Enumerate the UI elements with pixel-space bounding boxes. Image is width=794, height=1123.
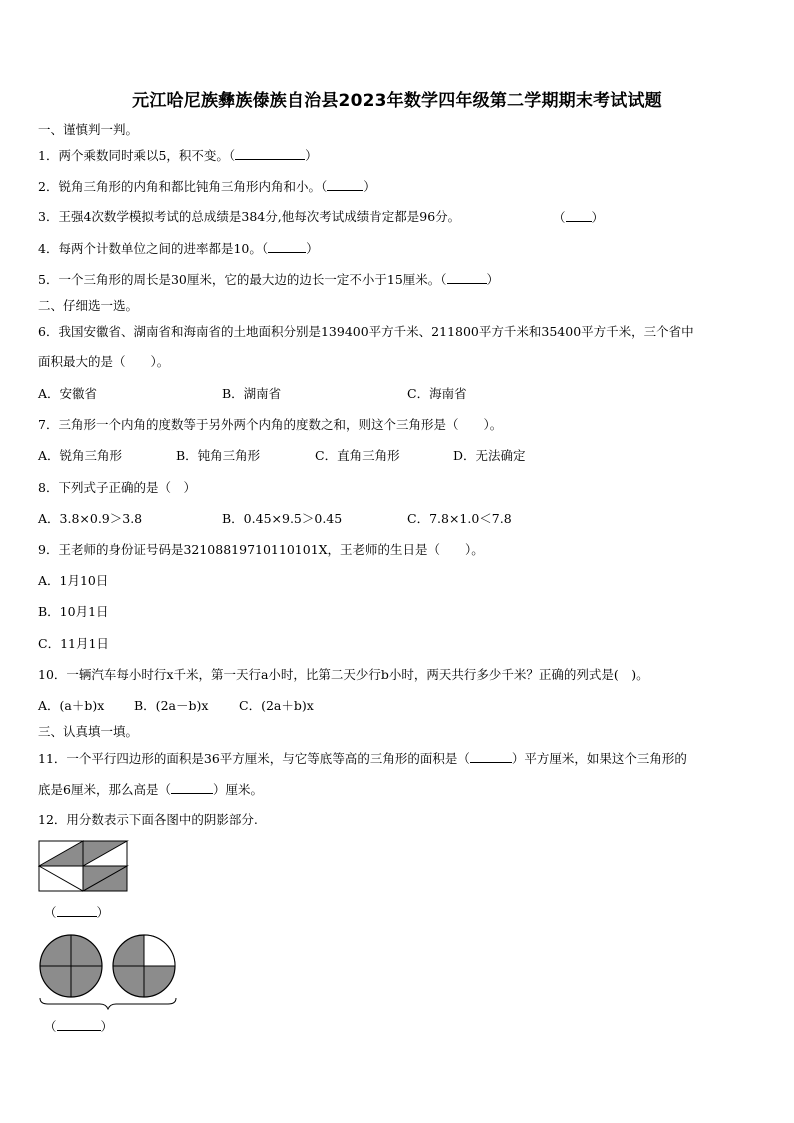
paren-close: ）: [306, 241, 319, 256]
question-11-line-1: [38, 750, 687, 767]
paren-close: ）: [363, 179, 376, 194]
question-3-text: 3．王强4次数学模拟考试的总成绩是384分,他每次考试成绩肯定都是96分。: [38, 209, 461, 224]
question-11-line-2: [38, 781, 263, 798]
question-4: [38, 240, 319, 257]
section-heading-2: 二、仔细选一选。: [38, 298, 139, 313]
question-5: [38, 271, 499, 288]
answer-blank[interactable]: [447, 271, 487, 284]
question-6-option-c[interactable]: C．海南省: [407, 386, 467, 401]
paren-close: ）: [100, 1019, 114, 1034]
figure-2-answer: [44, 1018, 113, 1035]
paren-close: ）: [305, 148, 318, 163]
figure-1-answer: [44, 904, 109, 921]
question-3-answer: [553, 209, 604, 226]
paren-open: （: [44, 1019, 57, 1034]
question-1-text: 1．两个乘数同时乘以5，积不变。（: [38, 148, 236, 163]
question-9-option-b[interactable]: B．10月1日: [38, 604, 109, 619]
answer-blank[interactable]: [57, 1018, 101, 1031]
question-9: 9．王老师的身份证号码是32108819710110101X，王老师的生日是（ ）。: [38, 542, 484, 557]
paren-open: （: [553, 210, 566, 225]
question-2: [38, 178, 376, 195]
question-6-line-1: 6．我国安徽省、湖南省和海南省的土地面积分别是139400平方千米、211800平方千米和35400平方千米，三个省中: [38, 324, 694, 339]
question-9-option-c[interactable]: C．11月1日: [38, 636, 109, 651]
paren-close: ）: [486, 272, 500, 287]
shaded-circles-figure: [36, 934, 180, 1010]
page-title: 元江哈尼族彝族傣族自治县2023年数学四年级第二学期期末考试试题: [132, 91, 662, 111]
section-heading-1: 一、谨慎判一判。: [38, 122, 139, 137]
question-11-text-b: ）平方厘米，如果这个三角形的: [511, 751, 687, 766]
paren-close: ）: [96, 905, 110, 920]
question-7-option-a[interactable]: A．锐角三角形: [38, 448, 123, 463]
question-8: 8．下列式子正确的是（ ）: [38, 480, 196, 495]
question-6-option-a[interactable]: A．安徽省: [38, 386, 98, 401]
question-6-line-2: 面积最大的是（ ）。: [38, 354, 170, 369]
question-11-text-a: 11．一个平行四边形的面积是36平方厘米，与它等底等高的三角形的面积是（: [38, 751, 470, 766]
answer-blank[interactable]: [268, 240, 306, 253]
question-11-text-c: 底是6厘米，那么高是（: [38, 782, 171, 797]
question-1: [38, 147, 318, 164]
section-heading-3: 三、认真填一填。: [38, 724, 139, 739]
answer-blank[interactable]: [470, 750, 512, 763]
question-3: [38, 209, 460, 225]
question-7-option-c[interactable]: C．直角三角形: [315, 448, 400, 463]
question-10-option-a[interactable]: A．(a＋b)x: [38, 698, 105, 713]
question-7: 7．三角形一个内角的度数等于另外两个内角的度数之和，则这个三角形是（ ）。: [38, 417, 503, 432]
question-12: 12．用分数表示下面各图中的阴影部分.: [38, 812, 258, 827]
answer-blank[interactable]: [57, 904, 97, 917]
question-9-option-a[interactable]: A．1月10日: [38, 573, 109, 588]
question-8-option-c[interactable]: C．7.8×1.0＜7.8: [407, 511, 512, 526]
shaded-rectangle-figure: [38, 840, 130, 894]
question-10: 10．一辆汽车每小时行x千米，第一天行a小时，比第二天少行b小时，两天共行多少千米？正确的列式是( )。: [38, 667, 649, 682]
question-11-text-d: ）厘米。: [212, 782, 263, 797]
question-5-text: 5．一个三角形的周长是30厘米，它的最大边的边长一定不小于15厘米。（: [38, 272, 447, 287]
question-4-text: 4．每两个计数单位之间的进率都是10。（: [38, 241, 269, 256]
question-6-option-b[interactable]: B．湖南省: [222, 386, 282, 401]
question-10-option-c[interactable]: C．(2a＋b)x: [239, 698, 314, 713]
question-2-text: 2．锐角三角形的内角和都比钝角三角形内角和小。（: [38, 179, 328, 194]
answer-blank[interactable]: [327, 178, 363, 191]
answer-blank[interactable]: [171, 781, 213, 794]
question-7-option-b[interactable]: B．钝角三角形: [176, 448, 261, 463]
paren-close: ）: [591, 210, 605, 225]
answer-blank[interactable]: [235, 147, 305, 160]
paren-open: （: [44, 905, 57, 920]
question-8-option-a[interactable]: A．3.8×0.9＞3.8: [38, 511, 143, 526]
question-8-option-b[interactable]: B．0.45×9.5＞0.45: [222, 511, 343, 526]
question-10-option-b[interactable]: B．(2a－b)x: [134, 698, 209, 713]
answer-blank[interactable]: [566, 209, 592, 222]
question-7-option-d[interactable]: D．无法确定: [453, 448, 526, 463]
